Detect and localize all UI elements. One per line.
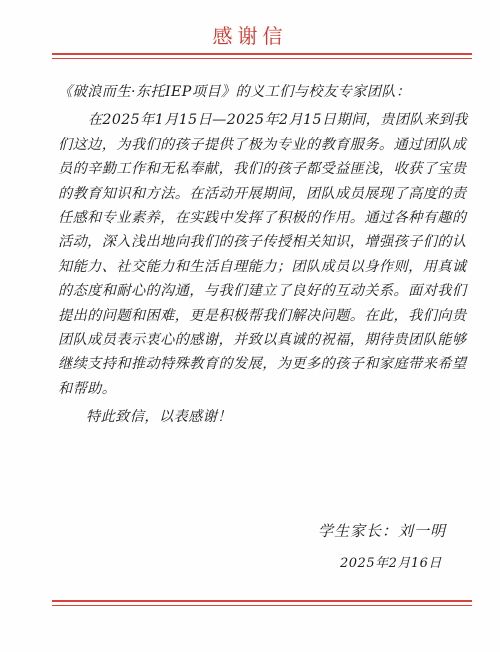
letter-salutation: 《破浪而生·东托IEP项目》的义工们与校友专家团队： — [58, 84, 411, 100]
letter-paragraph: 在2025年1月15日—2025年2月15日期间，贵团队来到我们这边，为我们的孩子提供了极为专业的教育服务。通过团队成员的辛勤工作和无私奉献，我们的孩子都受益匪浅，收获了宝贵的教育知识和方法。在活动开展期间，团队成员展现了高度的责任感和专业素养，在实践中发挥了积极的作用。通过各种有趣的活动，深入浅出地向我们的孩子传授相关知识，增强孩子们的认知能力、社交能力和生活自理能力；团队成员以身作则，用真诚的态度和耐心的沟通，与我们建立了良好的互动关系。面对我们提出的问题和困难，更是积极帮我们解决问题。在此，我们向贵团队成员表示衷心的感谢，并致以真诚的祝福，期待贵团队能够继续支持和推动特殊教育的发展，为更多的孩子和家庭带来希望和帮助。 — [58, 112, 468, 397]
top-divider — [52, 53, 472, 62]
letter-body — [58, 80, 478, 430]
letter-closing: 特此致信，以表感谢！ — [86, 409, 232, 426]
letter-title: 感谢信 — [212, 24, 288, 48]
bottom-divider — [52, 600, 472, 609]
letter-date: 2025年2月16日 — [340, 556, 442, 571]
letter-signature: 学生家长：刘一明 — [318, 522, 447, 540]
